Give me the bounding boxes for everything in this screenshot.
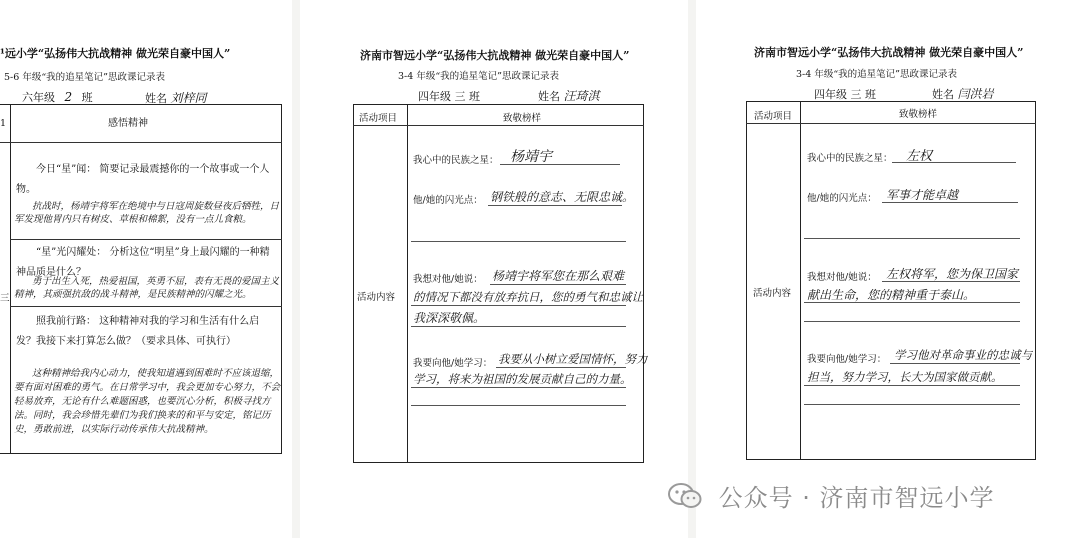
question-label: 我要向他/她学习： [413, 358, 493, 369]
handwritten-answer: 钢铁般的意志、无限忠诚。 [490, 190, 635, 204]
column-header: 活动项目 [754, 111, 793, 122]
column-header: 活动项目 [359, 113, 398, 124]
record-sheet-grade-3-4-a [300, 0, 688, 538]
question-label: 我心中的民族之星： [413, 155, 499, 166]
sheet-title: 济南市智远小学“弘扬伟大抗战精神 做光荣自豪中国人” [360, 49, 630, 62]
name-label: 姓名 [932, 88, 954, 101]
student-name: 刘梓同 [170, 91, 207, 105]
section-heading: “星”光闪耀处： 分析这位“明星”身上最闪耀的一种精神品质是什么？ [16, 247, 270, 278]
name-label: 姓名 [145, 92, 167, 105]
question-label: 他/她的闪光点： [413, 195, 483, 206]
handwritten-answer: 学习，将来为祖国的发展贡献自己的力量。 [413, 372, 632, 386]
handwritten-answer: 这种精神给我内心动力，使我知道遇到困难时不应该退缩，要有面对困难的勇气。在日常学习中，我会更加专心努力，不会轻易放弃，无论有什么难题困惑，也要沉心分析，积极寻找方法。同时，我会珍惜先辈们为我们换来的和平与安定，铭记历史，勇敢前进，以实际行动传承伟大抗战精神。 [14, 368, 281, 435]
handwritten-answer: 献出生命，您的精神重于泰山。 [807, 288, 976, 302]
class-unit: 班 [81, 91, 93, 104]
handwritten-answer: 的情况下都没有放弃抗日，您的勇气和忠诚让 [413, 290, 643, 304]
handwritten-answer: 军事才能卓越 [886, 188, 959, 202]
table-divider [10, 104, 11, 454]
handwritten-answer: 左权将军，您为保卫国家 [886, 267, 1019, 281]
question-label: 我想对他/她说： [807, 272, 877, 283]
grade-class: 四年级 三 班 [814, 88, 876, 101]
row-label: 活动内容 [753, 288, 792, 299]
record-sheet-grade-5-6 [0, 0, 292, 538]
row-label: 活动内容 [357, 292, 396, 303]
sheet-title: 济南市智远小学“弘扬伟大抗战精神 做光荣自豪中国人” [754, 46, 1024, 59]
sheet-subtitle: 5-6 年级“我的追星笔记”思政课记录表 [4, 72, 166, 83]
grade-value: 六年级 [22, 91, 55, 104]
student-name: 汪琦淇 [563, 89, 600, 103]
student-name: 闫洪岩 [957, 87, 994, 101]
grade-label [22, 89, 93, 105]
handwritten-answer: 杨靖宇 [510, 149, 552, 165]
left-stub: 1 [0, 118, 7, 129]
question-label: 他/她的闪光点： [807, 193, 877, 204]
name-row [932, 85, 994, 102]
watermark-text: 公众号 · 济南市智远小学 [718, 484, 995, 512]
handwritten-answer: 杨靖宇将军您在那么艰难 [492, 269, 625, 283]
handwritten-answer: 勇于出生入死，热爱祖国，英勇不屈，表有无畏的爱国主义精神，其顽强抗敌的战斗精神，是民族精神的闪耀之光。 [14, 276, 280, 300]
wechat-watermark [668, 478, 995, 516]
name-row [538, 87, 600, 104]
section-heading: 照我前行路： 这种精神对我的学习和生活有什么启发？我接下来打算怎么做？（要求具体、可执行） [16, 316, 260, 347]
handwritten-answer: 学习他对革命事业的忠诚与 [894, 348, 1032, 362]
wechat-icon [668, 482, 702, 516]
sheet-subtitle: 3-4 年级“我的追星笔记”思政课记录表 [796, 69, 958, 80]
question-label: 我想对他/她说： [413, 274, 483, 285]
question-label: 我心中的民族之星： [807, 153, 893, 164]
handwritten-answer: 抗战时，杨靖宇将军在绝境中与日寇周旋数昼夜后牺牲，日军发现他胃内只有树皮、草根和棉絮，没有一点儿食粮。 [14, 201, 280, 225]
section-heading: 今日“星”闻： 简要记录最震撼你的一个故事或一个人物。 [16, 164, 270, 195]
name-label: 姓名 [538, 90, 560, 103]
handwritten-answer: 担当，努力学习，长大为国家做贡献。 [807, 370, 1003, 384]
handwritten-answer: 我要从小树立爱国情怀，努力 [498, 352, 648, 366]
record-sheet-grade-3-4-b [696, 0, 1080, 538]
class-number: 2 [64, 90, 73, 104]
handwritten-answer: 左权 [906, 149, 933, 164]
column-header: 致敬榜样 [503, 113, 542, 124]
left-stub: 三 [0, 293, 10, 304]
handwritten-answer: 我深深敬佩。 [413, 311, 486, 325]
sheet-title: ¹远小学“弘扬伟大抗战精神 做光荣自豪中国人” [0, 47, 231, 60]
question-label: 我要向他/她学习： [807, 354, 887, 365]
column-header: 致敬榜样 [899, 109, 938, 120]
sheet-subtitle: 3-4 年级“我的追星笔记”思政课记录表 [398, 71, 560, 82]
grade-class: 四年级 三 班 [418, 90, 480, 103]
column-header: 感悟精神 [108, 118, 148, 129]
